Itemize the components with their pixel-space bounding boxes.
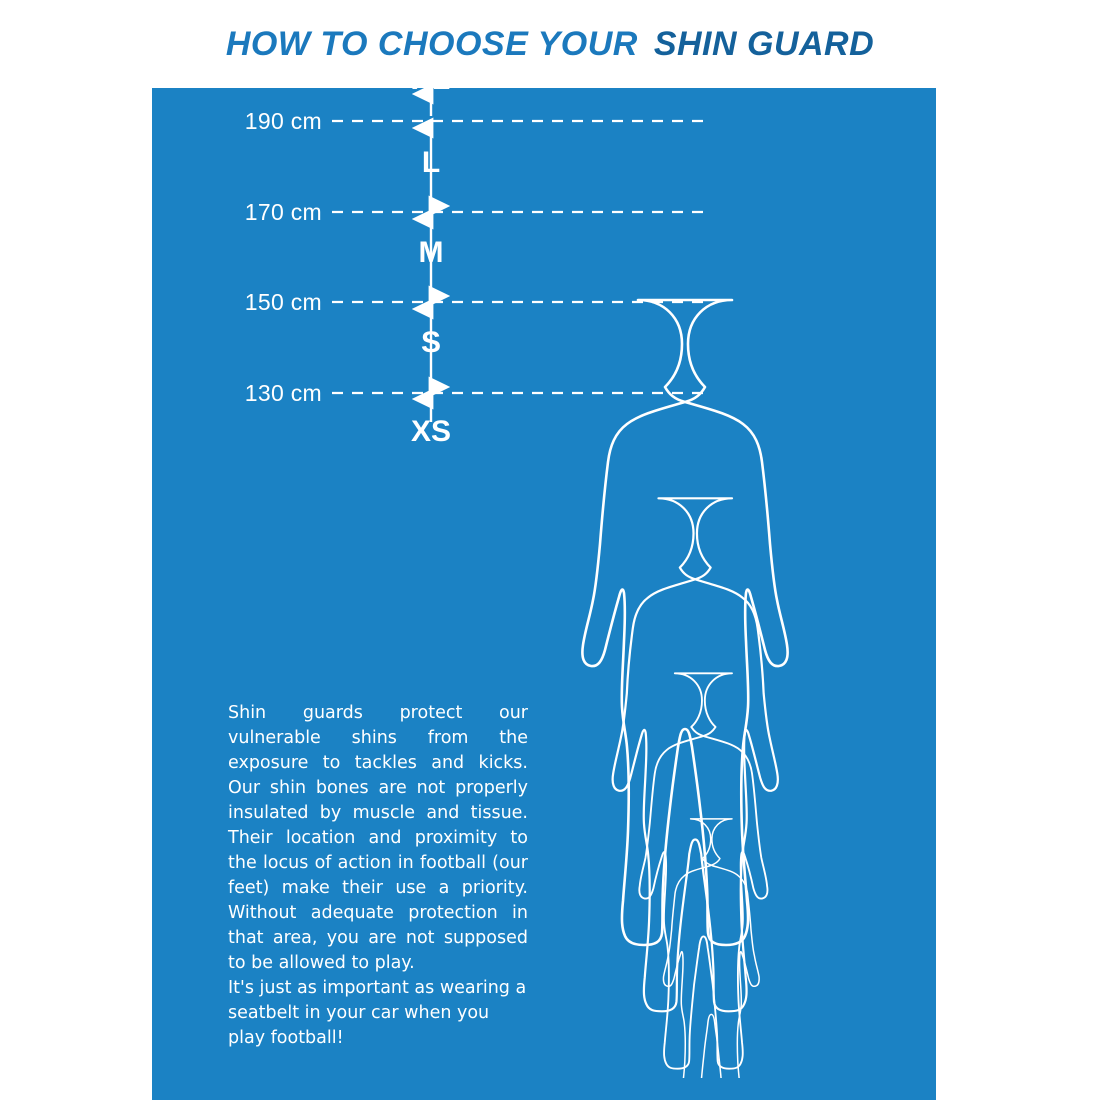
size-label-m: M (418, 236, 444, 269)
blue-panel (152, 63, 936, 1100)
height-label-170: 170 cm (244, 199, 322, 225)
body-silhouettes (532, 178, 932, 1078)
title-part-1: HOW TO CHOOSE YOUR (225, 24, 638, 63)
description-paragraph-2: It's just as important as wearing a seatbelt in your car when you play football! (228, 978, 527, 1048)
description-paragraph-1: Shin guards protect our vulnerable shins from the exposure to tackles and kicks. Our shin bones are not properly insulated by muscle and tissue. Their location and proximity to the locus of action in football (our feet) make their use a priority. Without adequate protection in that area, you are not supposed to be allowed to play. (228, 703, 528, 973)
size-label-l: L (421, 146, 441, 179)
body-outline-l (613, 498, 778, 1011)
height-label-190: 190 cm (244, 108, 322, 134)
page-title (0, 0, 1100, 88)
description-text (228, 701, 528, 1051)
size-label-xl: XL (411, 63, 451, 96)
size-label-s: S (420, 326, 441, 359)
title-part-2: SHIN GUARD (653, 24, 875, 63)
height-label-150: 150 cm (244, 289, 322, 315)
size-label-xs: XS (410, 415, 452, 448)
height-label-130: 130 cm (244, 380, 322, 406)
